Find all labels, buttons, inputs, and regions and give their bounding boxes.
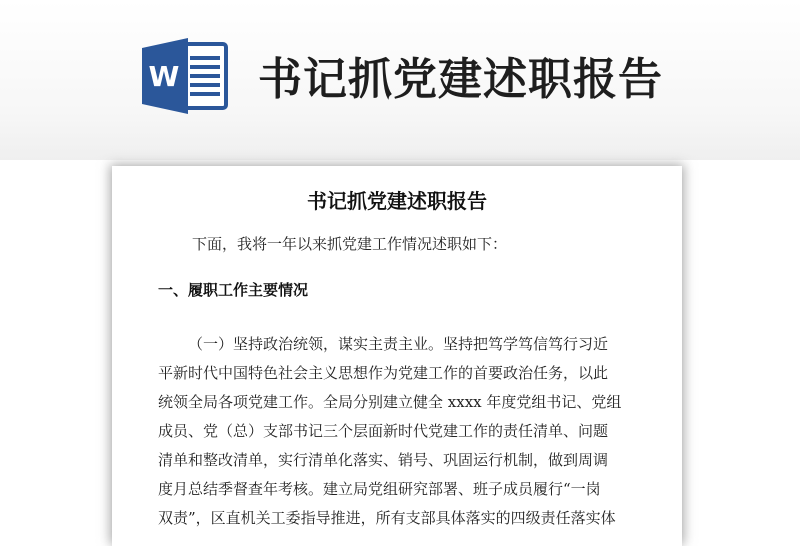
word-icon-letter: W [148, 60, 180, 93]
document-paragraph [158, 330, 642, 533]
paragraph-line: 成员、党（总）支部书记三个层面新时代党建工作的责任清单、问题 [158, 422, 609, 440]
document-page [112, 166, 682, 546]
paragraph-line: 清单和整改清单，实行清单化落实、销号、巩固运行机制，做到周调 [158, 451, 609, 469]
section-heading: 一、履职工作主要情况 [158, 281, 309, 299]
document-title: 书记抓党建述职报告 [307, 189, 487, 213]
paragraph-line: （一）坚持政治统领，谋实主责主业。坚持把笃学笃信笃行习近 [188, 335, 609, 353]
word-document-icon [140, 36, 230, 116]
paragraph-line: 度月总结季督查年考核。建立局党组研究部署、班子成员履行“一岗 [158, 480, 601, 498]
header [0, 0, 800, 150]
page-title: 书记抓党建述职报告 [258, 54, 663, 105]
paragraph-line: 统领全局各项党建工作。全局分别建立健全 xxxx 年度党组书记、党组 [158, 393, 622, 411]
document-intro: 下面，我将一年以来抓党建工作情况述职如下： [192, 235, 508, 253]
paragraph-line: 双责”，区直机关工委指导推进，所有支部具体落实的四级责任落实体 [158, 509, 616, 527]
paragraph-line: 平新时代中国特色社会主义思想作为党建工作的首要政治任务，以此 [158, 364, 609, 382]
